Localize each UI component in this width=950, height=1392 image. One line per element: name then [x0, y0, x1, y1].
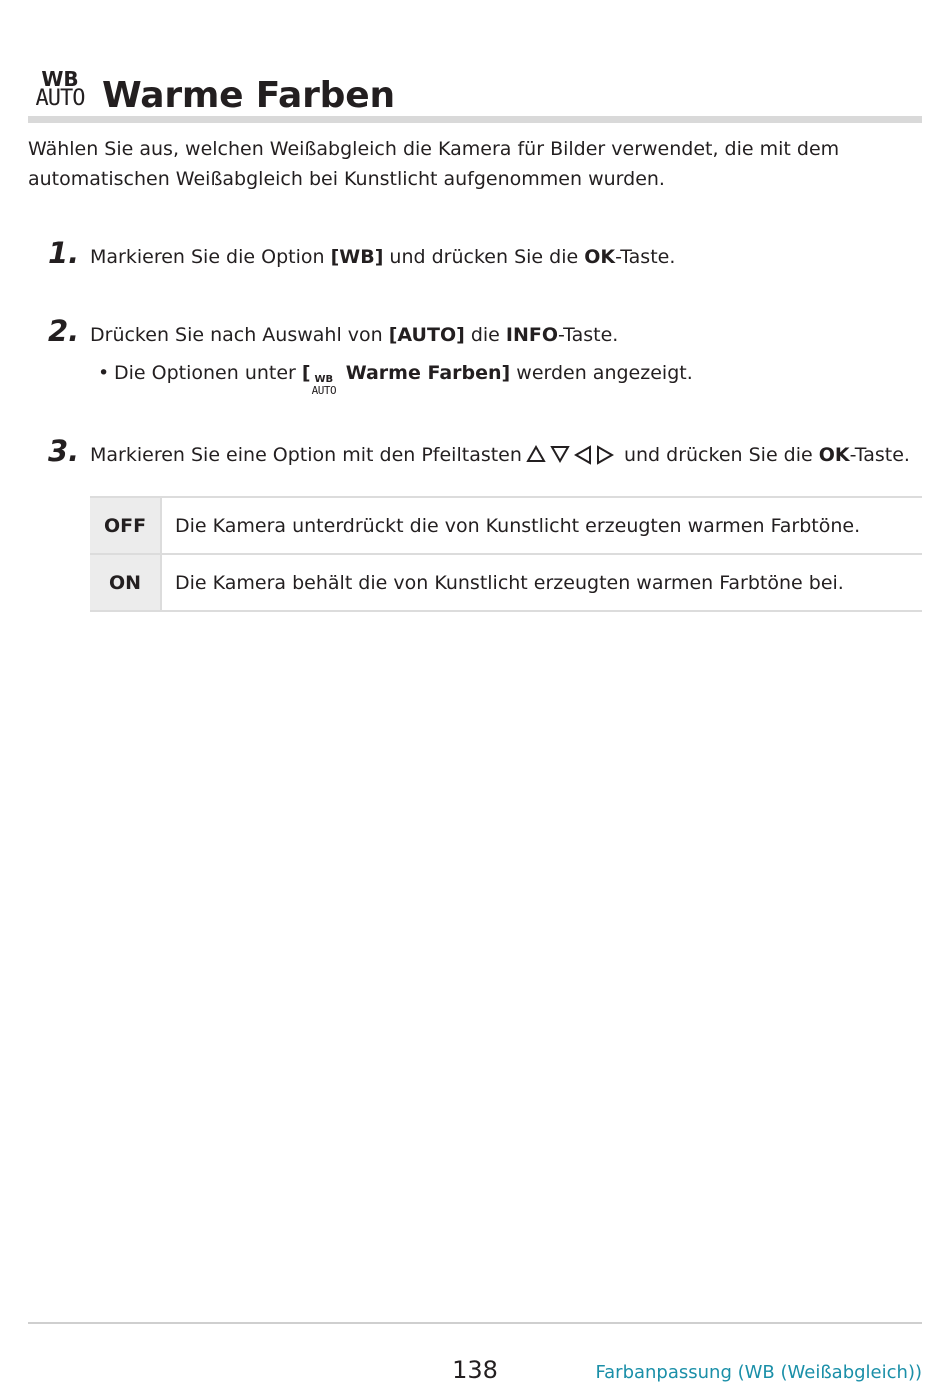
intro-paragraph: Wählen Sie aus, welchen Weißabgleich die Kamera für Bilder verwendet, die mit dem automatischen Weißabgleich bei Kunstlicht aufgenommen wurden. — [28, 138, 840, 190]
step-number: 3. — [48, 434, 80, 468]
table-row — [90, 554, 922, 611]
option-key: ON — [90, 554, 161, 611]
option-description: Die Kamera behält die von Kunstlicht erzeugten warmen Farbtöne bei. — [161, 554, 922, 611]
section-link[interactable]: Farbanpassung (WB (Weißabgleich)) — [595, 1362, 922, 1383]
up-arrow-icon — [526, 445, 546, 463]
option-description: Die Kamera unterdrückt die von Kunstlicht erzeugten warmen Farbtöne. — [161, 497, 922, 554]
page-number: 138 — [452, 1356, 498, 1384]
page-title: Warme Farben — [102, 75, 395, 117]
left-arrow-icon — [574, 445, 592, 465]
arrow-keys — [526, 445, 614, 465]
step-text: Markieren Sie die Option [WB] und drücken Sie die OK-Taste. — [90, 246, 676, 268]
footer-divider — [28, 1322, 922, 1324]
right-arrow-icon — [596, 445, 614, 465]
title-divider — [28, 116, 922, 123]
options-table — [90, 496, 922, 612]
table-row — [90, 497, 922, 554]
title-row — [30, 66, 395, 116]
step-number: 2. — [48, 314, 80, 348]
wb-auto-icon: WB AUTO — [311, 374, 337, 397]
option-key: OFF — [90, 497, 161, 554]
step-text: Markieren Sie eine Option mit den Pfeiltasten und drücken Sie die OK-Taste. — [90, 444, 910, 466]
wb-auto-icon: WB AUTO — [35, 67, 85, 111]
step-text: Drücken Sie nach Auswahl von [AUTO] die INFO-Taste. — [90, 324, 619, 346]
step-bullet: • Die Optionen unter [ WB AUTO Warme Farben] werden angezeigt. — [98, 362, 693, 397]
step-number: 1. — [48, 236, 80, 270]
down-arrow-icon — [550, 445, 570, 463]
